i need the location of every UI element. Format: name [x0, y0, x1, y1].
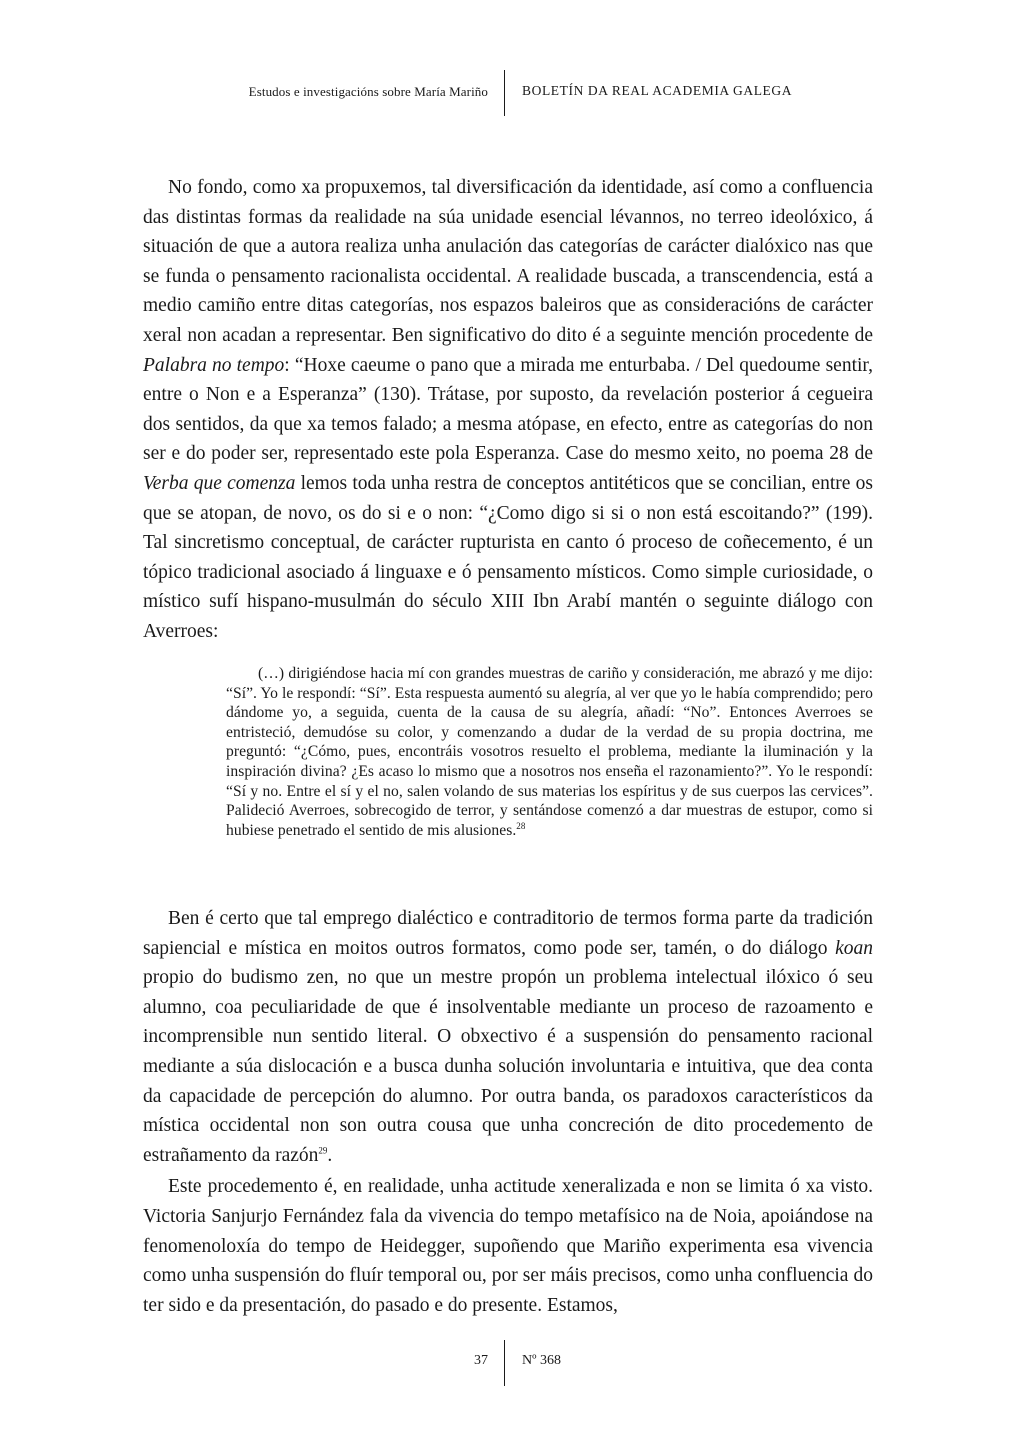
header-section-title: Estudos e investigacións sobre María Mariño	[248, 84, 488, 99]
running-footer	[0, 1340, 1010, 1386]
body-block-2	[143, 904, 873, 1320]
footnote-marker[interactable]: 28	[516, 820, 526, 831]
running-header	[0, 70, 1010, 116]
italic-title: koan	[835, 937, 873, 959]
italic-title: Palabra no tempo	[143, 354, 285, 376]
page-number: 37	[474, 1353, 488, 1368]
footer-divider	[504, 1340, 505, 1386]
header-journal-title: BOLETÍN DA REAL ACADEMIA GALEGA	[522, 83, 793, 98]
paragraph: Este procedemento é, en realidade, unha actitude xeneralizada e non se limita ó xa visto. Victoria Sanjurjo Fernández fala da vivencia do tempo metafísico na de Noia, apoiándose na fenomenoloxía do tempo de Heidegger, supoñendo que Mariño experimenta esa vivencia como unha suspensión do fluír temporal ou, por ser máis precisos, como unha confluencia do ter sido e da presentación, do pasado e do presente. Estamos,	[143, 1176, 873, 1316]
paragraph: Ben é certo que tal emprego dialéctico e contraditorio de termos forma parte da tradición sapiencial e mística en moitos outros formatos, como pode ser, tamén, o do diálogo koan propio do budismo zen, no que un mestre propón un problema intelectual ilóxico ó seu alumno, coa peculiaridade de que é insolventable mediante un proceso de razoamento e incomprensible nun sentido literal. O obxectivo é a suspensión do pensamento racional mediante a súa dislocación e a busca dunha solución involuntaria e intuitiva, que dea conta da capacidade de percepción do alumno. Por outra banda, os paradoxos característicos da mística occidental non son outra cousa que unha concreción de dito procedemento de estrañamento da razón$^{29}$.	[143, 908, 873, 1166]
header-divider	[504, 70, 505, 116]
quote-text: (…) dirigiéndose hacia mí con grandes muestras de cariño y consideración, me abrazó y me dijo: “Sí”. Yo le respondí: “Sí”. Esta respuesta aumentó su alegría, al ver que yo le había comprendido; pero dándome yo, a seguida, cuenta de la causa de su alegría, añadí: “No”. Entonces Averroes se entristeció, demudóse su color, y comenzando a dudar de la verdad de su propia doctrina, me preguntó: “¿Cómo, pues, encontráis vosotros resuelto el problema, mediante la iluminación y la inspiración divina? ¿Es acaso lo mismo que a nosotros nos enseña el razonamiento?”. Yo le respondí: “Sí y no. Entre el sí y el no, salen volando de sus materias los espíritus y de sus cuerpos las cervices”. Palideció Averroes, sobrecogido de terror, y sentándose comenzó a dar muestras de estupor, como si hubiese penetrado el sentido de mis alusiones.	[226, 665, 873, 839]
footnote-marker[interactable]: 29	[318, 1145, 328, 1156]
italic-title: Verba que comenza	[143, 472, 296, 494]
block-quote	[226, 664, 873, 840]
body-block-1	[143, 173, 873, 647]
quote-paragraph	[226, 664, 873, 840]
paragraph: No fondo, como xa propuxemos, tal diversificación da identidade, así como a confluencia das distintas formas da realidade na súa unidade esencial lévannos, no terreo ideolóxico, á situación de que a autora realiza unha anulación das categorías de carácter dialóxico nas que se funda o pensamento racionalista occidental. A realidade buscada, a transcendencia, está a medio camiño entre ditas categorías, nos espazos baleiros que as consideracións de carácter xeral non acadan a representar. Ben significativo do dito é a seguinte mención procedente de Palabra no tempo: “Hoxe caeume o pano que a mirada me enturbaba. / Del quedoume sentir, entre o Non e a Esperanza” (130). Trátase, por suposto, da revelación posterior á cegueira dos sentidos, da que xa temos falado; a mesma atópase, en efecto, entre as categorías do non ser e do poder ser, representado este pola Esperanza. Case do mesmo xeito, no poema 28 de Verba que comenza lemos toda unha restra de conceptos antitéticos que se concilian, entre os que se atopan, de novo, os do si e o non: “¿Como digo si si o non está escoitando?” (199). Tal sincretismo conceptual, de carácter rupturista en canto ó proceso de coñecemento, é un tópico tradicional asociado á linguaxe e ó pensamento místicos. Como simple curiosidade, o místico sufí hispano-musulmán do século XIII Ibn Arabí mantén o seguinte diálogo con Averroes:	[143, 177, 873, 642]
issue-number: Nº 368	[522, 1353, 561, 1368]
